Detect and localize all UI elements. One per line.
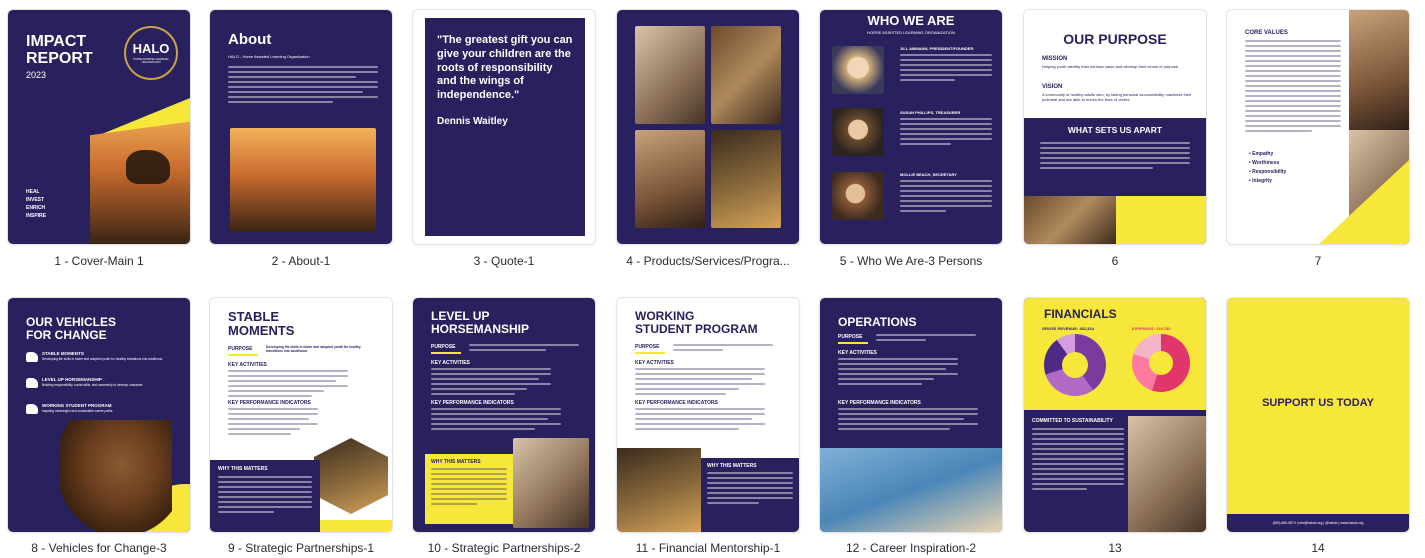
page-caption-9: 9 - Strategic Partnerships-1: [227, 541, 375, 555]
levelup-purpose-label: PURPOSE: [431, 344, 456, 350]
levelup-kpi-label: KEY PERFORMANCE INDICATORS: [431, 400, 514, 406]
page-caption-1: 1 - Cover-Main 1: [54, 254, 144, 268]
halo-logo: [124, 26, 178, 80]
program-photo-3: [635, 130, 705, 228]
working-activities-label: KEY ACTIVITIES: [635, 360, 674, 366]
financials-revenue: GROSS REVENUE: 462,334: [1042, 326, 1094, 331]
page-thumb-8[interactable]: [8, 298, 190, 532]
person-name-2: SUSAN PHILLIPS, TREASURER: [900, 110, 961, 115]
levelup-why-label: WHY THIS MATTERS: [431, 459, 481, 465]
logo-subtext: HORSE ASSISTED LEARNING ORGANIZATION: [133, 57, 169, 64]
operations-purpose-text: [876, 334, 976, 344]
cover-year: 2023: [26, 70, 47, 80]
page-caption-13: 13: [1108, 541, 1122, 555]
quote-panel: [425, 18, 585, 236]
page-thumb-3[interactable]: [413, 10, 595, 244]
vehicle-text-2: Building responsibility, social skills, and ownership to develop character.: [42, 383, 144, 387]
working-underline: [635, 352, 665, 354]
operations-purpose-label: PURPOSE: [838, 334, 863, 340]
page-caption-4: 4 - Products/Services/Progra...: [626, 254, 790, 268]
cover-title-2: REPORT: [26, 50, 93, 67]
sustain-photo: [1128, 416, 1206, 532]
levelup-activities-list: [431, 368, 551, 398]
person-name-3: MOLLIE BEACH, SECRETARY: [900, 172, 957, 177]
apart-yellow-block: [1116, 196, 1206, 244]
core-values-title: CORE VALUES: [1245, 30, 1288, 36]
page-thumb-14[interactable]: [1227, 298, 1409, 532]
stable-underline: [228, 354, 258, 356]
sustain-title: COMMITTED TO SUSTAINABILITY: [1032, 418, 1113, 424]
about-photo: [230, 128, 376, 232]
levelup-title-1: LEVEL UP: [431, 309, 490, 323]
vehicles-title-1: OUR VEHICLES: [26, 315, 117, 329]
who-title: WHO WE ARE: [867, 13, 955, 28]
stable-activities-list: [228, 370, 348, 400]
stable-purpose-label: PURPOSE: [228, 346, 253, 352]
cover-word-heal: HEAL: [26, 189, 40, 195]
about-title: About: [228, 31, 272, 48]
horse-icon-1: [26, 352, 38, 362]
person-photo-1: [832, 46, 884, 94]
page-thumb-7[interactable]: [1227, 10, 1409, 244]
page-caption-3: 3 - Quote-1: [473, 254, 535, 268]
financials-panel: [1024, 298, 1206, 410]
stable-why-label: WHY THIS MATTERS: [218, 466, 268, 472]
working-purpose-label: PURPOSE: [635, 344, 660, 350]
page-thumb-10[interactable]: [413, 298, 595, 532]
core-values-text: [1245, 40, 1341, 135]
person-photo-3: [832, 172, 884, 220]
stable-kpi-list: [228, 408, 318, 438]
operations-activities-label: KEY ACTIVITIES: [838, 350, 877, 356]
vehicles-title-2: FOR CHANGE: [26, 328, 107, 342]
cover-horse-icon: [126, 150, 170, 184]
working-kpi-label: KEY PERFORMANCE INDICATORS: [635, 400, 718, 406]
operations-kpi-list: [838, 408, 978, 433]
operations-title: OPERATIONS: [838, 315, 917, 329]
working-title-1: WORKING: [635, 309, 695, 323]
levelup-why-text: [431, 468, 507, 508]
financials-expenses: EXPENSES: 218,785: [1132, 326, 1171, 331]
purpose-title: OUR PURPOSE: [1063, 31, 1167, 47]
stable-title-1: STABLE: [228, 309, 280, 324]
vehicle-label-1: STABLE MOMENTS: [42, 351, 84, 356]
revenue-donut: [1044, 334, 1106, 396]
page-thumb-1[interactable]: [8, 10, 190, 244]
cover-word-enrich: ENRICH: [26, 205, 46, 211]
page-thumb-4[interactable]: [617, 10, 799, 244]
person-bio-2: [900, 118, 992, 148]
value-responsibility: • Responsibility: [1249, 169, 1287, 175]
support-footer: (830) 660-9574 | info@halotx.org | @halotx | www.halotx.org: [1227, 514, 1409, 532]
levelup-activities-label: KEY ACTIVITIES: [431, 360, 470, 366]
working-why-text: [707, 472, 793, 507]
operations-activities-list: [838, 358, 958, 388]
mission-text: Helping youth identify their intrinsic value and develop their sense of purpose.: [1042, 64, 1180, 69]
value-empathy: • Empathy: [1249, 151, 1274, 157]
page-thumb-11[interactable]: [617, 298, 799, 532]
page-thumb-12[interactable]: [820, 298, 1002, 532]
stable-kpi-label: KEY PERFORMANCE INDICATORS: [228, 400, 311, 406]
stable-purpose-text: Developing life skills in foster and adopted youth for healthy transitions into adulthood.: [266, 345, 361, 354]
about-subtitle: HALO - Horse Assisted Learning Organization: [228, 54, 310, 59]
page-thumb-13[interactable]: [1024, 298, 1206, 532]
vehicle-label-2: LEVEL UP HORSEMANSHIP: [42, 377, 102, 382]
operations-group-photo: [820, 448, 1002, 532]
levelup-title-2: HORSEMANSHIP: [431, 322, 530, 336]
program-photo-4: [711, 130, 781, 228]
page-caption-12: 12 - Career Inspiration-2: [845, 541, 977, 555]
levelup-why-panel: [425, 454, 513, 524]
person-name-1: JILL AMMANN, PRESIDENT/FOUNDER: [900, 46, 974, 51]
financials-title: FINANCIALS: [1044, 307, 1117, 321]
stable-title-2: MOMENTS: [228, 323, 295, 338]
value-integrity: • Integrity: [1249, 178, 1272, 184]
quote-text: "The greatest gift you can give your children are the roots of responsibility and the wings of independence.": [437, 34, 573, 101]
working-photo: [617, 448, 701, 532]
stable-why-panel: [210, 460, 320, 532]
page-caption-2: 2 - About-1: [271, 254, 331, 268]
logo-text: HALO: [132, 41, 170, 56]
vehicle-label-3: WORKING STUDENT PROGRAM: [42, 403, 112, 408]
working-why-label: WHY THIS MATTERS: [707, 463, 757, 469]
working-kpi-list: [635, 408, 765, 433]
core-values-photo-1: [1349, 10, 1409, 130]
horse-icon-3: [26, 404, 38, 414]
working-purpose-text: [673, 344, 773, 354]
page-thumb-5[interactable]: [820, 10, 1002, 244]
page-caption-8: 8 - Vehicles for Change-3: [31, 541, 167, 555]
vehicle-text-3: Inspiring meaningful and sustainable career paths.: [42, 409, 114, 413]
page-caption-14: 14: [1311, 541, 1325, 555]
page-caption-10: 10 - Strategic Partnerships-2: [427, 541, 581, 555]
operations-underline: [838, 342, 868, 344]
page-caption-11: 11 - Financial Mentorship-1: [635, 541, 781, 555]
page-caption-6: 6: [1111, 254, 1119, 268]
vision-text: A community of healthy adults who, by taking personal accountability, maximize their potential and are able to enrich the lives of others.: [1042, 92, 1192, 103]
working-why-panel: [701, 458, 799, 532]
program-photo-1: [635, 26, 705, 124]
stable-why-text: [218, 476, 312, 516]
value-worthiness: • Worthiness: [1249, 160, 1280, 166]
sustain-text: [1032, 428, 1124, 493]
apart-photo: [1024, 196, 1116, 244]
person-photo-2: [832, 108, 884, 156]
who-subtitle: HORSE ASSISTED LEARNING ORGANIZATION: [867, 30, 955, 35]
cover-word-invest: INVEST: [26, 197, 45, 203]
program-photo-2: [711, 26, 781, 124]
vision-label: VISION: [1042, 84, 1063, 90]
person-bio-1: [900, 54, 992, 84]
horse-icon-2: [26, 378, 38, 388]
support-title: SUPPORT US TODAY: [1262, 397, 1374, 409]
page-thumb-9[interactable]: [210, 298, 392, 532]
mission-label: MISSION: [1042, 56, 1068, 62]
stable-hex-photo: [314, 438, 388, 514]
page-caption-7: 7: [1314, 254, 1322, 268]
levelup-photo: [513, 438, 589, 528]
cover-word-inspire: INSPIRE: [26, 213, 47, 219]
working-title-2: STUDENT PROGRAM: [635, 322, 758, 336]
page-caption-5: 5 - Who We Are-3 Persons: [839, 254, 983, 268]
levelup-purpose-text: [469, 344, 579, 354]
page-thumb-2[interactable]: [210, 10, 392, 244]
apart-text: [1040, 142, 1190, 172]
levelup-kpi-list: [431, 408, 561, 433]
person-bio-3: [900, 180, 992, 215]
about-body-text: [228, 66, 378, 106]
vehicle-text-1: Developing life skills in foster and adopted youth for healthy transitions into adulthood.: [42, 357, 164, 361]
cover-title-1: IMPACT: [26, 33, 87, 50]
horse-photo: [60, 420, 172, 532]
apart-panel: [1024, 118, 1206, 244]
stable-activities-label: KEY ACTIVITIES: [228, 362, 267, 368]
apart-title: WHAT SETS US APART: [1067, 125, 1163, 135]
quote-author: Dennis Waitley: [437, 115, 508, 127]
expenses-donut: [1132, 334, 1190, 392]
stable-yellow-bar: [320, 520, 392, 532]
operations-kpi-label: KEY PERFORMANCE INDICATORS: [838, 400, 921, 406]
page-thumb-6[interactable]: [1024, 10, 1206, 244]
levelup-underline: [431, 352, 461, 354]
working-activities-list: [635, 368, 765, 398]
